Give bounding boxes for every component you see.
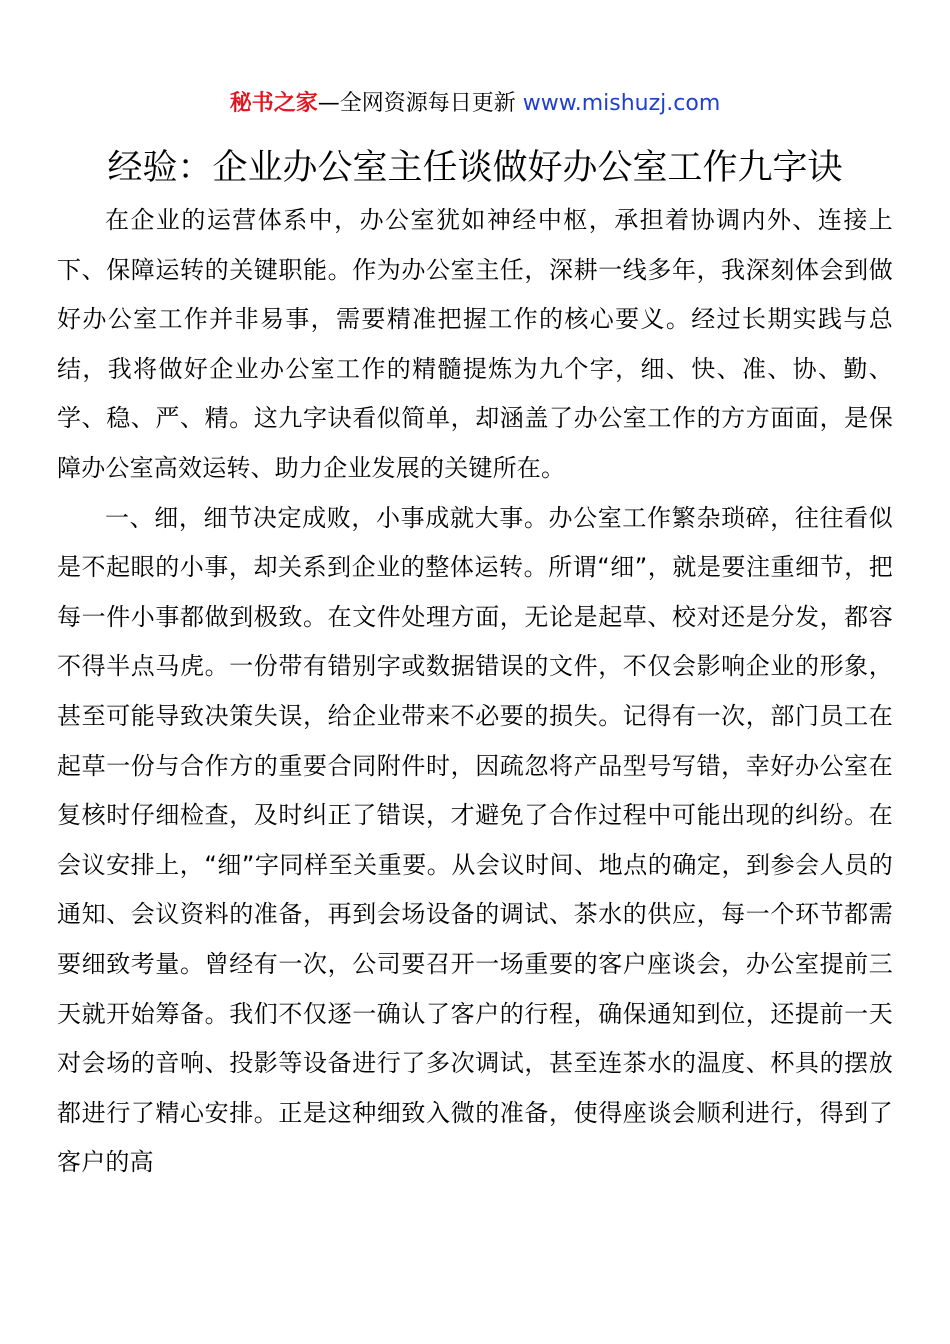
- site-brand: 秘书之家: [229, 91, 318, 116]
- site-tagline: —全网资源每日更新: [317, 91, 523, 116]
- site-header: [0, 88, 950, 120]
- article-body: [57, 196, 893, 1188]
- site-url[interactable]: www.mishuzj.com: [522, 91, 721, 116]
- paragraph-intro: 在企业的运营体系中，办公室犹如神经中枢，承担着协调内外、连接上下、保障运转的关键职能。作为办公室主任，深耕一线多年，我深刻体会到做好办公室工作并非易事，需要精准把握工作的核心要义。经过长期实践与总结，我将做好企业办公室工作的精髓提炼为九个字，细、快、准、协、勤、学、稳、严、精。这九字诀看似简单，却涵盖了办公室工作的方方面面，是保障办公室高效运转、助力企业发展的关键所在。: [57, 206, 893, 482]
- paragraph-section-1: 一、细，细节决定成败，小事成就大事。办公室工作繁杂琐碎，往往看似是不起眼的小事，却关系到企业的整体运转。所谓“细”，就是要注重细节，把每一件小事都做到极致。在文件处理方面，无论是起草、校对还是分发，都容不得半点马虎。一份带有错别字或数据错误的文件，不仅会影响企业的形象，甚至可能导致决策失误，给企业带来不必要的损失。记得有一次，部门员工在起草一份与合作方的重要合同附件时，因疏忽将产品型号写错，幸好办公室在复核时仔细检查，及时纠正了错误，才避免了合作过程中可能出现的纠纷。在会议安排上，“细”字同样至关重要。从会议时间、地点的确定，到参会人员的通知、会议资料的准备，再到会场设备的调试、茶水的供应，每一个环节都需要细致考量。曾经有一次，公司要召开一场重要的客户座谈会，办公室提前三天就开始筹备。我们不仅逐一确认了客户的行程，确保通知到位，还提前一天对会场的音响、投影等设备进行了多次调试，甚至连茶水的温度、杯具的摆放都进行了精心安排。正是这种细致入微的准备，使得座谈会顺利进行，得到了客户的高: [57, 503, 893, 1177]
- article-title: 经验：企业办公室主任谈做好办公室工作九字诀: [107, 148, 843, 188]
